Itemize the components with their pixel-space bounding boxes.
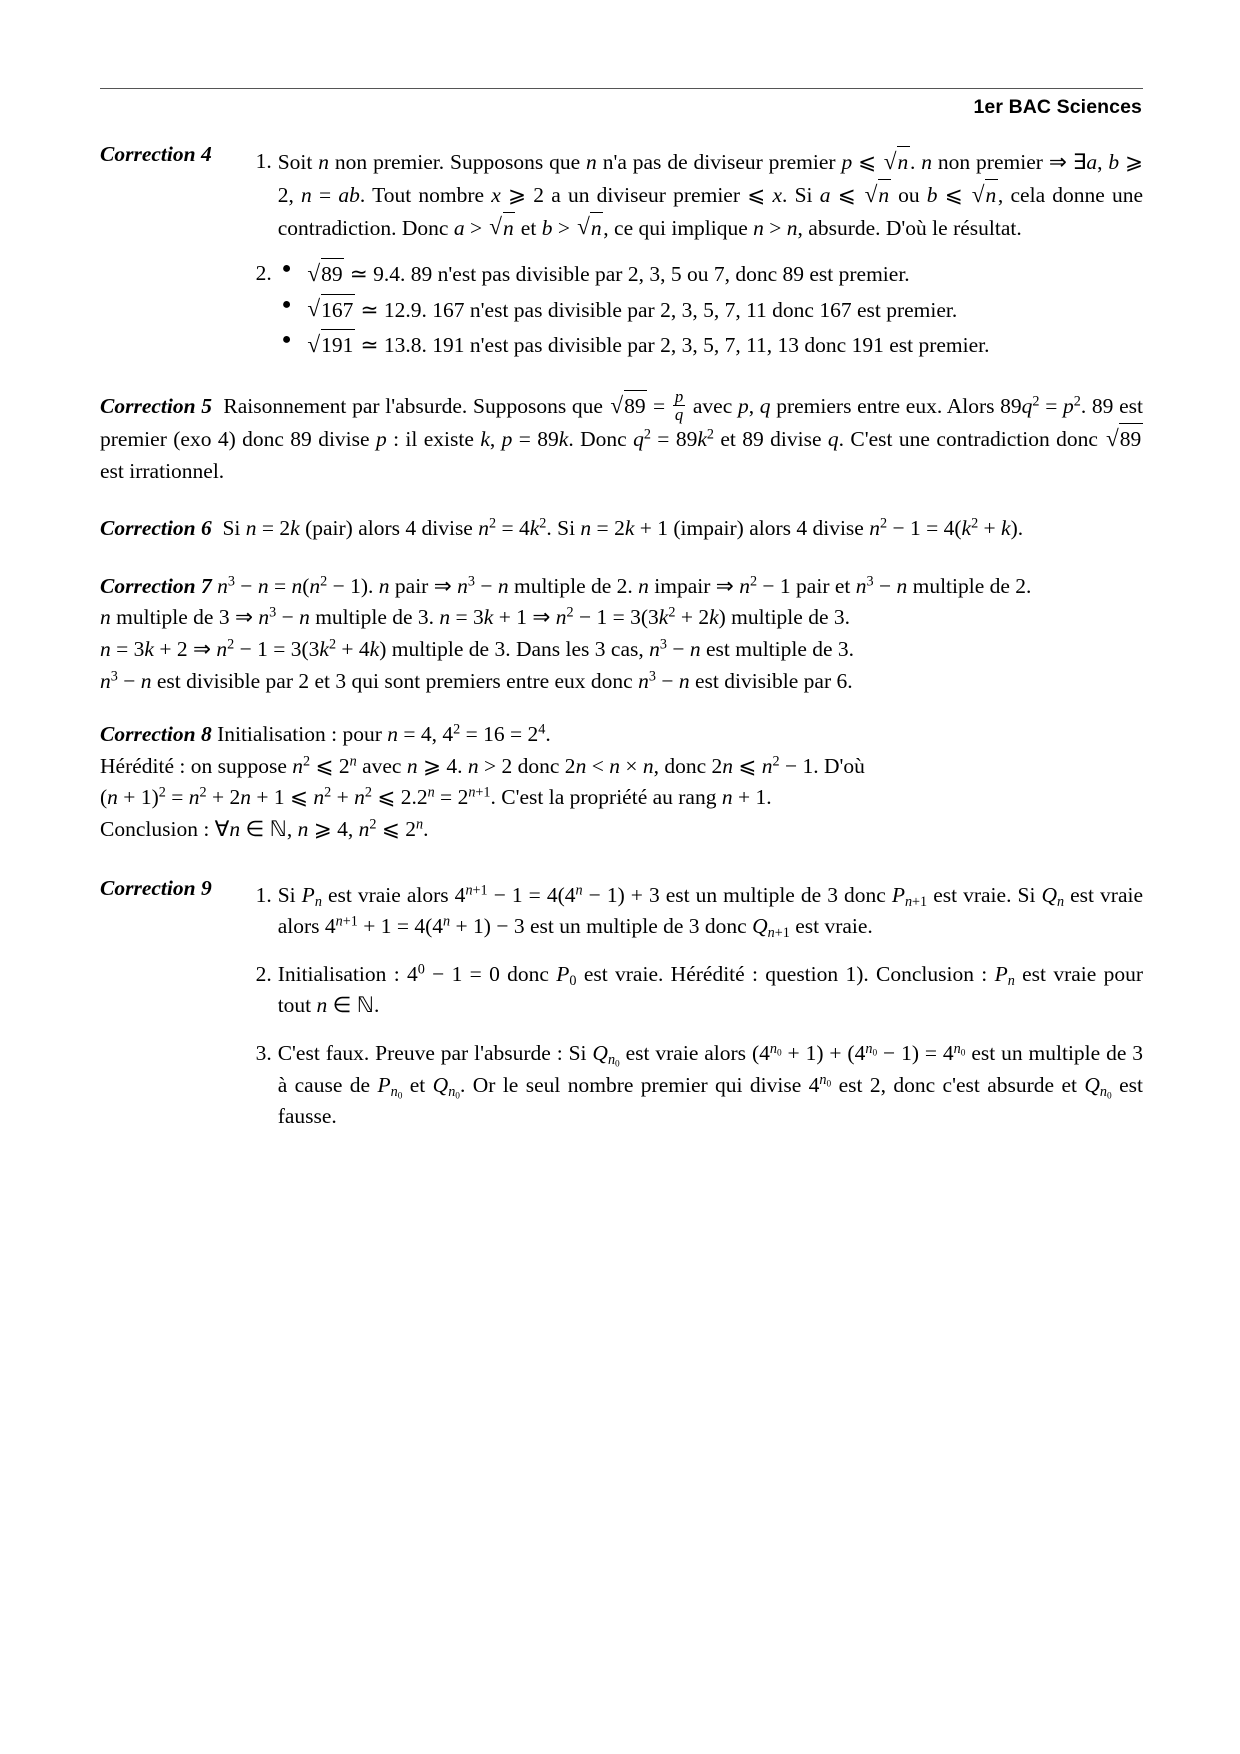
bullet-icon: ● — [281, 331, 292, 349]
correction-7-label: Correction 7 — [100, 573, 212, 598]
list-item-number: 1. — [255, 882, 272, 907]
correction-5-block — [100, 388, 1143, 487]
correction-5-paragraph — [100, 388, 1143, 487]
correction-7-line-2: n multiple de 3 ⇒ $n^3 - n$ multiple de 3. n = 3k + 1 ⇒ $n^2 - 1 = 3(3k^2 + 2k)$ multiple de 3. — [100, 605, 850, 630]
correction-8-line-2: Hérédité : on suppose $n^2$ ⩽ 2$^n$ avec n ⩾ 4. n > 2 donc 2n < n × n, donc 2n ⩽ $n^2 - 1$. D'où — [100, 753, 865, 778]
correction-6-paragraph — [100, 513, 1143, 545]
correction-4-label: Correction 4 — [100, 142, 212, 167]
correction-8-line-4: Conclusion : ∀n ∈ ℕ, n ⩾ 4, $n^2$ ⩽ 2$^n$. — [100, 816, 429, 842]
correction-4-body — [226, 142, 1143, 362]
correction-8-line-3: $(n + 1)^2 = n^2 + 2n + 1$ ⩽ $n^2 + n^2$ ⩽ $2.2^n = 2^{n+1}$. C'est la propriété au rang n + 1. — [100, 785, 772, 810]
correction-4-runin — [100, 142, 1143, 362]
list-item — [226, 258, 1143, 362]
correction-5-text: Raisonnement par l'absurde. Supposons que √ 89 = $\frac{p}{q}$ avec p, q premiers entre eux. Alors $89q^2 = p^2$. 89 est premier (exo 4) donc 89 divise p : il existe k, p = 89k. Donc $q^2 = 89k^2$ et 89 divise q. C'est une contradiction donc √ 89 est irrationnel. — [100, 394, 1143, 483]
bullet-icon: ● — [281, 295, 292, 313]
list-item-text: √ 191 ≃ 13.8. 191 n'est pas divisible par 2, 3, 5, 7, 11, 13 donc 191 est premier. — [306, 333, 990, 357]
correction-7-line-3: n = 3k + 2 ⇒ $n^2 - 1 = 3(3k^2 + 4k)$ multiple de 3. Dans les 3 cas, $n^3 - n$ est multiple de 3. — [100, 636, 855, 662]
correction-5-label: Correction 5 — [100, 393, 213, 418]
list-item — [278, 329, 1143, 362]
list-item — [278, 258, 1143, 291]
correction-7-block — [100, 571, 1143, 697]
correction-9-body — [226, 876, 1143, 1133]
correction-7-line-1: Correction 7 $n^3 - n = n(n^2 - 1)$. n pair ⇒ $n^3 - n$ multiple de 2. n impair ⇒ $n^2 - 1$ pair et $n^3 - n$ multiple de 2. — [100, 573, 1032, 598]
list-item-number: 2. — [255, 961, 272, 986]
correction-9-runin — [100, 876, 1143, 1133]
header-divider — [100, 88, 1143, 89]
list-item-text: √ 89 ≃ 9.4. 89 n'est pas divisible par 2, 3, 5 ou 7, donc 89 est premier. — [306, 262, 910, 286]
correction-6-block — [100, 513, 1143, 545]
page-header-title: 1er BAC Sciences — [973, 96, 1142, 118]
list-item — [278, 294, 1143, 327]
list-item — [226, 959, 1143, 1022]
correction-9-label: Correction 9 — [100, 875, 212, 900]
correction-8-label: Correction 8 — [100, 722, 212, 747]
list-item-text: Soit n non premier. Supposons que n n'a pas de diviseur premier p ⩽ √ n. n non premier ⇒ ∃a, b ⩾ 2, n = ab. Tout nombre x ⩾ 2 a un diviseur premier ⩽ x. Si a ⩽ √ n ou b ⩽ √ n, cela donne une contradiction. Donc a > √ n et b > √ n, ce qui implique n > n, absurde. D'où le résultat. — [278, 150, 1143, 239]
list-item — [226, 146, 1143, 244]
list-item — [226, 1038, 1143, 1133]
bullet-icon: ● — [281, 260, 292, 278]
correction-8-block — [100, 719, 1143, 845]
list-item-number: 2. — [255, 261, 272, 286]
list-item-number: 3. — [255, 1041, 272, 1065]
correction-6-label: Correction 6 — [100, 516, 212, 541]
correction-8-line-1: Correction 8 Initialisation : pour n = 4, $4^2 = 16 = 2^4$. — [100, 721, 551, 747]
page-content — [100, 88, 1143, 1133]
list-item-number: 1. — [255, 149, 272, 174]
list-item — [226, 880, 1143, 943]
list-item-text: C'est faux. Preuve par l'absurde : Si $Q_{n_0}$ est vraie alors $(4^{n_0} + 1) + (4^{n_0} - 1) = 4^{n_0}$ est un multiple de 3 à cause de $P_{n_0}$ et $Q_{n_0}$. Or le seul nombre premier qui divise $4^{n_0}$ est 2, donc c'est absurde et $Q_{n_0}$ est fausse. — [277, 1040, 1144, 1129]
list-item-text: Initialisation : $4^0 - 1 = 0$ donc $P_0$ est vraie. Hérédité : question 1). Conclusion : $P_n$ est vraie pour tout n ∈ ℕ. — [277, 961, 1144, 1018]
correction-7-line-4: $n^3 - n$ est divisible par 2 et 3 qui sont premiers entre eux donc $n^3 - n$ est divisible par 6. — [100, 668, 853, 693]
list-item-text: √ 167 ≃ 12.9. 167 n'est pas divisible par 2, 3, 5, 7, 11 donc 167 est premier. — [306, 298, 958, 322]
list-item-text: Si $P_n$ est vraie alors $4^{n+1} - 1 = 4(4^n - 1) + 3$ est un multiple de 3 donc $P_{n+1}$ est vraie. Si $Q_n$ est vraie alors $4^{n+1} + 1 = 4(4^n + 1) - 3$ est un multiple de 3 donc $Q_{n+1}$ est vraie. — [277, 882, 1143, 942]
correction-9-list — [226, 880, 1143, 1133]
correction-4-list — [226, 146, 1143, 362]
correction-9-block — [100, 876, 1143, 1133]
correction-6-text: Si n = 2k (pair) alors 4 divise $n^2 = 4k^2$. Si n = 2k + 1 (impair) alors 4 divise $n^2 - 1 = 4(k^2 + k)$. — [217, 515, 1024, 541]
correction-4-block — [100, 142, 1143, 362]
correction-4-bullets — [278, 258, 1143, 362]
